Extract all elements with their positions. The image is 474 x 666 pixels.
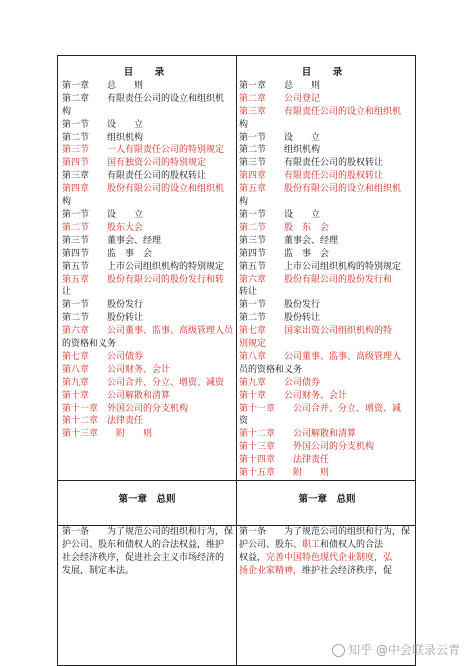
left-toc-line: 第四节 国有独资公司的特别规定 (62, 158, 207, 169)
left-toc-line: 构 (62, 106, 72, 117)
left-chapter-heading: 第一章 总则 (118, 494, 176, 505)
right-toc-line: 转让 (239, 287, 258, 298)
right-toc (239, 67, 411, 480)
right-article-line (239, 539, 411, 552)
right-toc-line: 第一节 股份发行 (239, 300, 321, 311)
right-toc-line: 第九章 公司债券 (239, 377, 321, 388)
right-toc-line: 第十三章 外国公司的分支机构 (239, 442, 375, 453)
right-toc-line: 第一节 设 立 (239, 209, 321, 220)
left-toc-line: 第三章 有限责任公司的股权转让 (62, 171, 207, 182)
right-article-segment: 第一条 为了规范公司的组织和行为，保 (239, 527, 411, 537)
right-toc-line: 第三节 有限责任公司的股权转让 (239, 158, 384, 169)
left-toc-line: 第一章 总 则 (62, 80, 144, 91)
right-toc-line: 员的资格和义务 (239, 364, 303, 375)
left-toc-line: 第三节 董事会、经理 (62, 235, 162, 246)
right-toc-line: 第三章 有限责任公司的设立和组织机 (239, 106, 402, 117)
left-toc-line: 第五节 上市公司组织机构的特别规定 (62, 261, 225, 272)
right-toc-line: 第三节 董事会、经理 (239, 235, 339, 246)
right-toc-title: 目 录 (301, 67, 349, 78)
left-toc (62, 67, 232, 441)
right-article-line (239, 565, 411, 578)
left-toc-line: 第一节 股份发行 (62, 300, 144, 311)
left-article (62, 526, 232, 578)
right-toc-line: 第十二章 公司解散和清算 (239, 429, 357, 440)
right-article-line (239, 552, 411, 565)
column-divider (236, 56, 237, 665)
right-toc-line: 第十四章 法律责任 (239, 455, 330, 466)
right-article-segment: 护公司、股东、 (239, 539, 303, 550)
left-toc-line: 让 (62, 287, 72, 298)
watermark-text: 知乎 @中会联录云青 (348, 643, 460, 657)
right-toc-line: 第二节 股份转让 (239, 313, 321, 324)
right-article-segment: 维护社会经济秩序，促 (302, 565, 393, 576)
right-toc-line: 第十章 公司财务、会计 (239, 390, 348, 401)
right-article (239, 526, 411, 578)
left-toc-line: 第八章 公司财务、会计 (62, 364, 171, 375)
left-toc-line: 第七章 公司债券 (62, 351, 144, 362)
right-toc-line: 第四章 有限责任公司的股权转让 (239, 171, 384, 182)
left-toc-line: 第二节 组织机构 (62, 132, 144, 143)
right-toc-line: 第一节 设 立 (239, 132, 321, 143)
left-toc-line: 构 (62, 197, 72, 208)
right-toc-line: 第八章 公司董事、监事、高级管理人 (239, 351, 402, 362)
left-article-line: 发展，制定本法。 (62, 565, 135, 576)
left-article-line: 护公司、股东和债权人的合法权益，维护 (62, 539, 225, 550)
right-toc-line: 第二节 组织机构 (239, 145, 321, 156)
comparison-table (57, 55, 416, 666)
left-toc-line: 的资格和义务 (62, 339, 117, 350)
right-toc-line: 第五章 股份有限公司的设立和组织机 (239, 184, 402, 195)
left-toc-lines (62, 80, 232, 441)
left-toc-line: 第九章 公司合并、分立、增资、减资 (62, 377, 225, 388)
left-toc-line: 第三节 一人有限责任公司的特别规定 (62, 145, 225, 156)
left-toc-line: 第四章 股份有限公司的设立和组织机 (62, 184, 225, 195)
left-toc-line: 第一节 设 立 (62, 209, 144, 220)
right-toc-line: 第七章 国家出资公司组织机构的特 (239, 326, 393, 337)
left-toc-line: 第四节 监 事 会 (62, 248, 153, 259)
zhihu-logo-icon (332, 644, 345, 657)
left-toc-line: 第一节 设 立 (62, 119, 144, 130)
right-toc-line: 第五节 上市公司组织机构的特别规定 (239, 261, 402, 272)
right-article-segment: 和债权人的合法 (320, 539, 384, 550)
right-toc-line: 第二章 公司登记 (239, 93, 321, 104)
right-toc-line: 第十五章 附 则 (239, 468, 330, 479)
left-toc-line: 第五章 股份有限公司的股份发行和转 (62, 274, 225, 285)
left-toc-line: 第十章 公司解散和清算 (62, 390, 171, 401)
right-toc-line: 第一章 总 则 (239, 80, 321, 91)
left-toc-line: 第十一章 外国公司的分支机构 (62, 403, 189, 414)
left-toc-line: 第六章 公司董事、监事、高级管理人员 (62, 326, 234, 337)
right-toc-line: 第十一章 公司合并、分立、增资、减 (239, 403, 402, 414)
right-article-segment: 权益， (239, 552, 267, 563)
right-toc-line: 资 (239, 416, 249, 427)
right-article-segment: 完善中国特色现代企业制度，弘 (266, 552, 393, 563)
right-article-line (239, 526, 411, 539)
row-divider (58, 480, 415, 481)
watermark (332, 641, 460, 658)
left-article-line: 社会经济秩序，促进社会主义市场经济的 (62, 552, 225, 563)
right-toc-line: 构 (239, 119, 249, 130)
left-toc-line: 第二节 股份转让 (62, 313, 144, 324)
right-toc-line: 第二节 股 东 会 (239, 222, 330, 233)
right-chapter-heading: 第一章 总则 (298, 494, 356, 505)
right-toc-line: 构 (239, 197, 249, 208)
left-toc-line: 第十三章 附 则 (62, 429, 153, 440)
right-toc-line: 别规定 (239, 339, 267, 350)
left-toc-line: 第十二章 法律责任 (62, 416, 144, 427)
left-toc-title: 目 录 (123, 67, 171, 78)
right-toc-line: 第四节 监 事 会 (239, 248, 330, 259)
left-article-line: 第一条 为了规范公司的组织和行为，保 (62, 527, 234, 537)
right-article-segment: 职工 (302, 539, 321, 550)
right-toc-lines (239, 80, 411, 480)
right-toc-line: 第六章 股份有限公司的股份发行和 (239, 274, 393, 285)
left-toc-line: 第二节 股东大会 (62, 222, 144, 233)
right-article-segment: 扬企业家精神， (239, 565, 303, 576)
left-toc-line: 第二章 有限责任公司的设立和组织机 (62, 93, 225, 104)
